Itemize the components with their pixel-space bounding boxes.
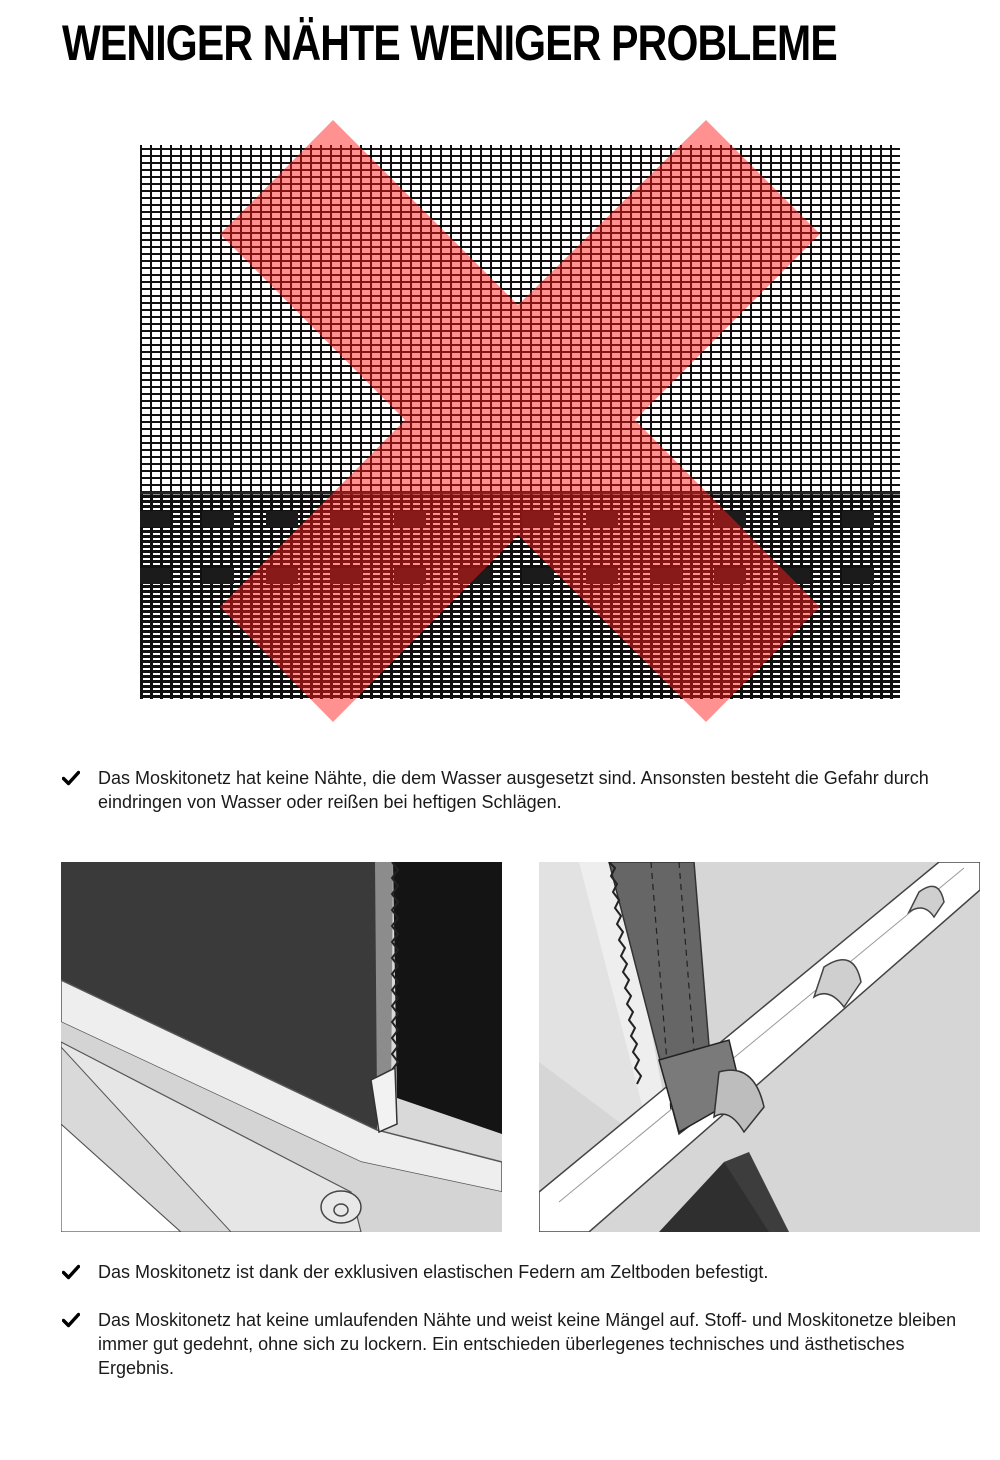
feature-item-no-seams: [62, 1308, 962, 1380]
checkmark-icon: [62, 1311, 80, 1329]
checkmark-icon: [62, 1263, 80, 1281]
elastic-spring-floor-attachment-illustration: [61, 862, 502, 1232]
feature-text: Das Moskitonetz hat keine Nähte, die dem Wasser ausgesetzt sind. Ansonsten besteht die Gefahr durch eindringen von Wasser oder reißen bei heftigen Schlägen.: [98, 768, 929, 812]
feature-text: Das Moskitonetz ist dank der exklusiven elastischen Federn am Zeltboden befestigt.: [98, 1262, 769, 1282]
checkmark-icon: [62, 769, 80, 787]
feature-text: Das Moskitonetz hat keine umlaufenden Nähte und weist keine Mängel auf. Stoff- und Moskitonetze bleiben immer gut gedehnt, ohne sich zu lockern. Ein entschieden überlegenes technisches und ästhetisches Ergebnis.: [98, 1310, 957, 1378]
zipper-clip-pole-illustration: [539, 862, 980, 1232]
feature-item-elastic-springs: [62, 1260, 962, 1284]
feature-item-no-water-seams: [62, 766, 962, 814]
page-title: WENIGER NÄHTE WENIGER PROBLEME: [62, 15, 837, 71]
mesh-seam-crossed-out-illustration: [140, 120, 900, 722]
